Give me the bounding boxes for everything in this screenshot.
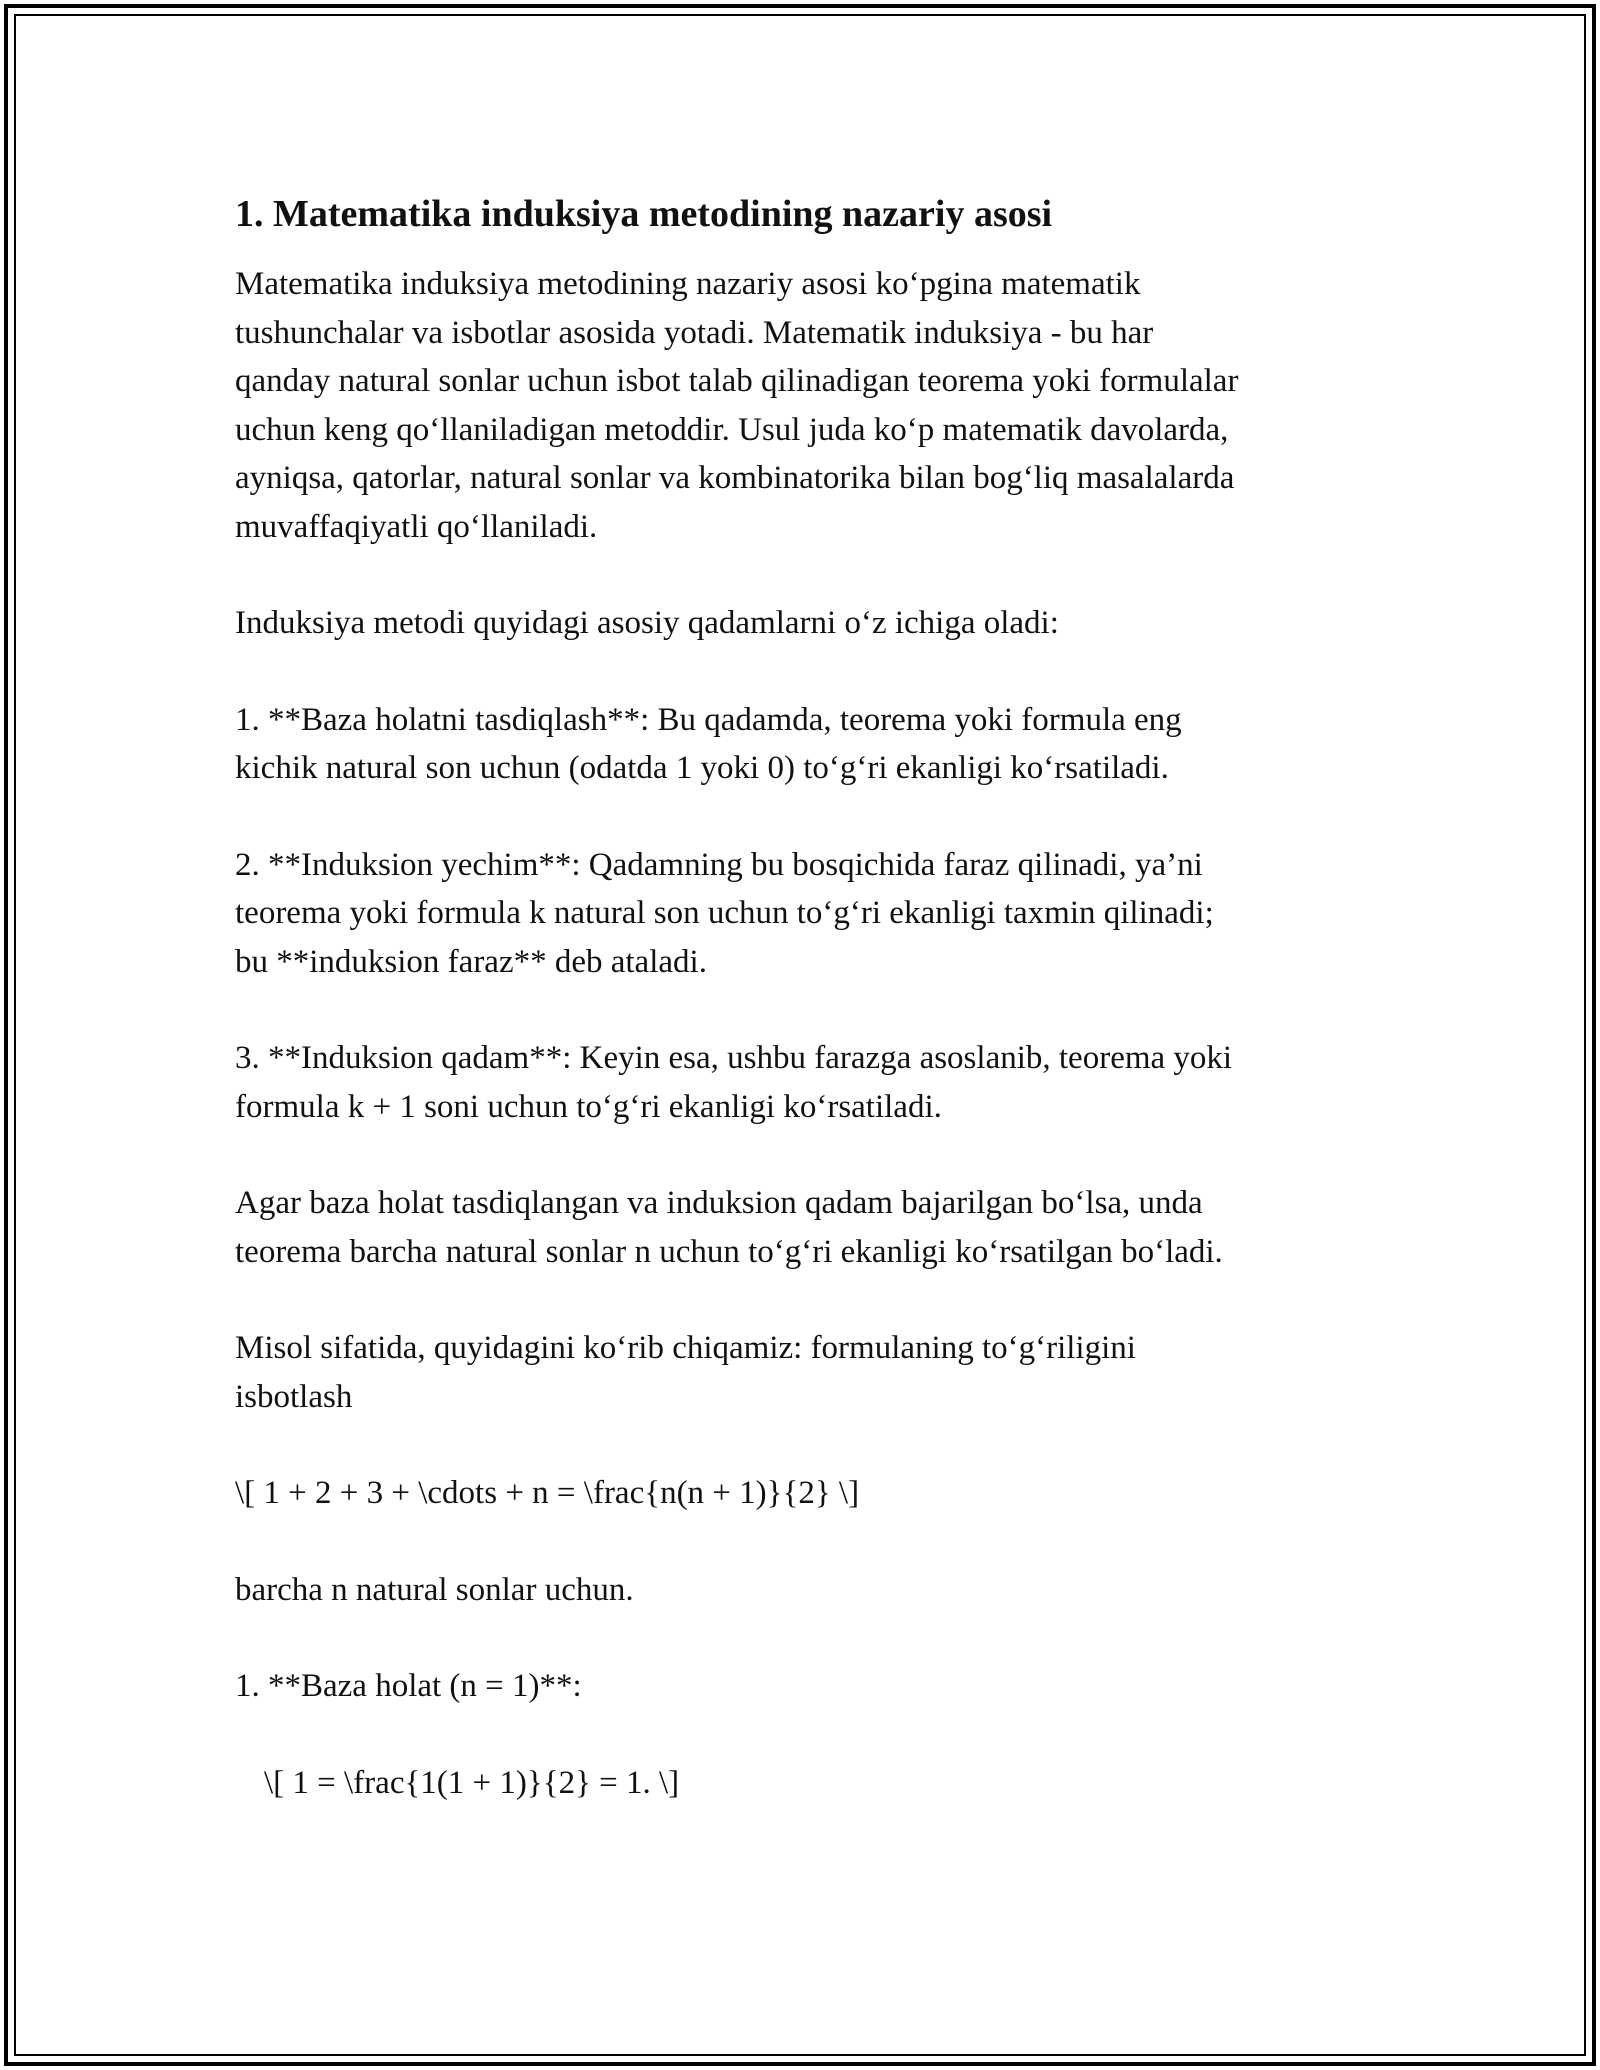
- text-line: Induksiya metodi quyidagi asosiy qadamlarni o‘z ichiga oladi:: [235, 605, 1059, 641]
- steps-intro-paragraph: [235, 599, 1365, 648]
- text-line: isbotlash: [235, 1378, 353, 1415]
- example-intro-paragraph: [235, 1324, 1365, 1421]
- step-3-paragraph: [235, 1034, 1365, 1131]
- text-line: teorema yoki formula k natural son uchun to‘g‘ri ekanligi taxmin qilinadi;: [235, 895, 1214, 931]
- step-2-paragraph: [235, 841, 1365, 987]
- formula-text: \[ 1 + 2 + 3 + \cdots + n = \frac{n(n + 1)}{2} \]: [235, 1475, 860, 1511]
- text-line: teorema barcha natural sonlar n uchun to‘g‘ri ekanligi ko‘rsatilgan bo‘ladi.: [235, 1233, 1223, 1270]
- step-1-paragraph: [235, 696, 1365, 793]
- text-line: kichik natural son uchun (odatda 1 yoki 0) to‘g‘ri ekanligi ko‘rsatiladi.: [235, 750, 1169, 786]
- text-line: Misol sifatida, quyidagini ko‘rib chiqamiz: formulaning to‘g‘riligini: [235, 1330, 1136, 1366]
- formula-paragraph: [235, 1469, 1365, 1518]
- base-case-paragraph: [235, 1662, 1365, 1711]
- text-line: formula k + 1 soni uchun to‘g‘ri ekanligi ko‘rsatiladi.: [235, 1088, 942, 1125]
- document-body: [235, 186, 1365, 1855]
- text-line: barcha n natural sonlar uchun.: [235, 1571, 634, 1608]
- text-line: 1. **Baza holat (n = 1)**:: [235, 1668, 582, 1704]
- conclusion-paragraph: [235, 1179, 1365, 1276]
- text-line: Agar baza holat tasdiqlangan va induksion qadam bajarilgan bo‘lsa, unda: [235, 1185, 1203, 1221]
- text-line: qanday natural sonlar uchun isbot talab qilinadigan teorema yoki formulalar: [235, 363, 1239, 399]
- text-line: muvaffaqiyatli qo‘llaniladi.: [235, 508, 598, 545]
- text-line: 2. **Induksion yechim**: Qadamning bu bosqichida faraz qilinadi, ya’ni: [235, 846, 1203, 883]
- text-line: uchun keng qo‘llaniladigan metoddir. Usul juda ko‘p matematik davolarda,: [235, 411, 1229, 448]
- text-line: tushunchalar va isbotlar asosida yotadi. Matematik induksiya - bu har: [235, 314, 1154, 351]
- formula-text: \[ 1 = \frac{1(1 + 1)}{2} = 1. \]: [264, 1764, 680, 1801]
- text-line: bu **induksion faraz** deb ataladi.: [235, 943, 707, 980]
- text-line: Matematika induksiya metodining nazariy asosi ko‘pgina matematik: [235, 266, 1141, 302]
- text-line: 1. **Baza holatni tasdiqlash**: Bu qadamda, teorema yoki formula eng: [235, 701, 1182, 738]
- text-line: ayniqsa, qatorlar, natural sonlar va kombinatorika bilan bog‘liq masalalarda: [235, 460, 1235, 496]
- section-heading: 1. Matematika induksiya metodining nazariy asosi: [235, 193, 1053, 235]
- intro-paragraph: [235, 260, 1365, 551]
- base-case-formula-paragraph: [235, 1759, 1365, 1808]
- text-line: 3. **Induksion qadam**: Keyin esa, ushbu farazga asoslanib, teorema yoki: [235, 1040, 1233, 1076]
- formula-scope-paragraph: [235, 1566, 1365, 1615]
